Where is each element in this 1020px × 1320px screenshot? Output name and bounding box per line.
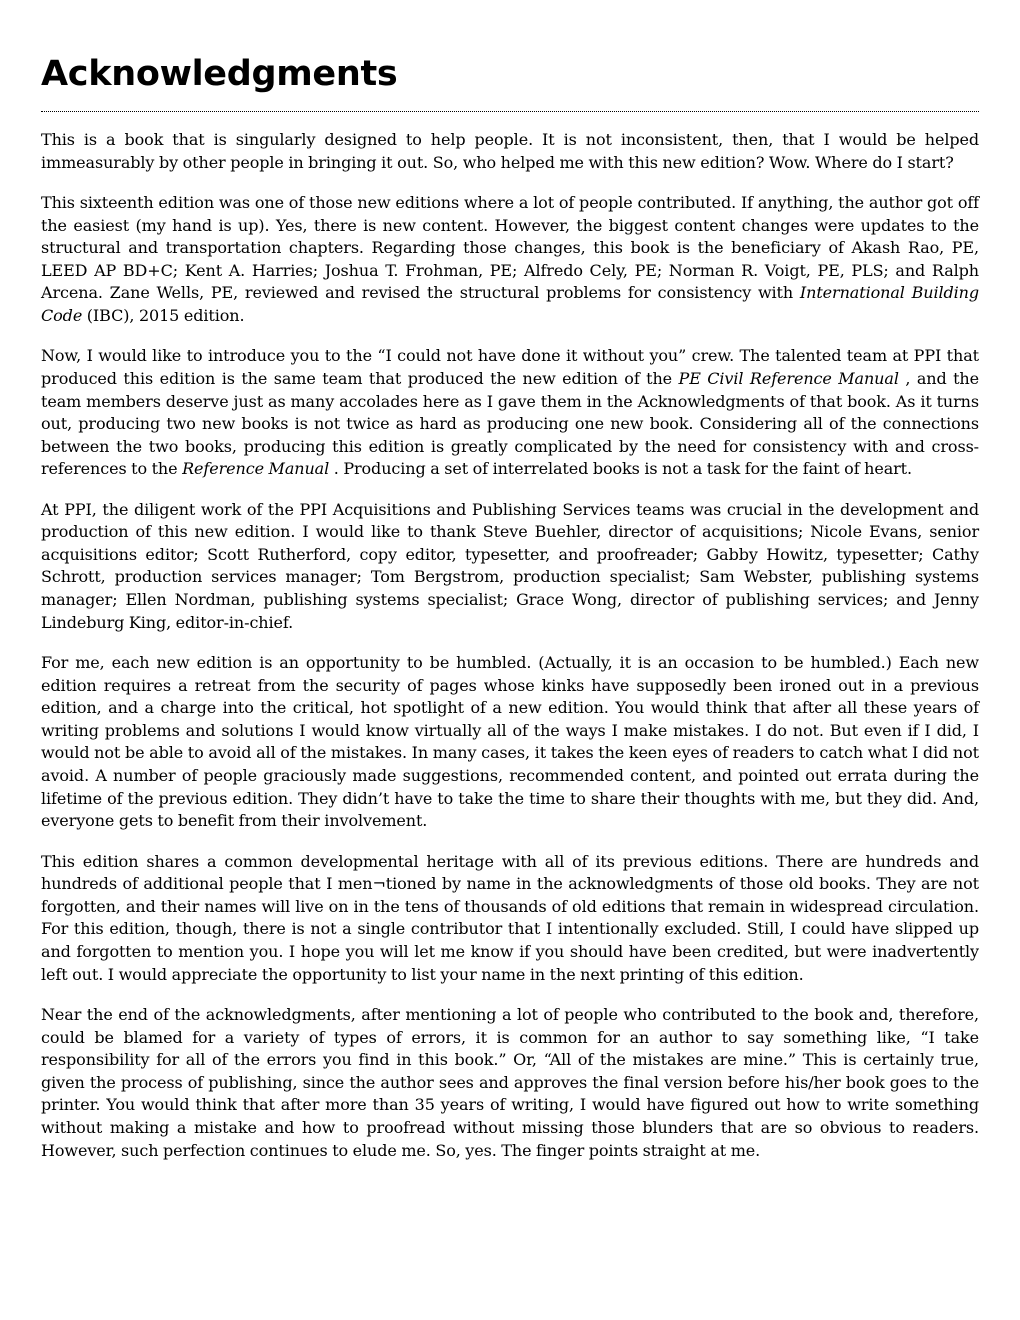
paragraph-text: (IBC), 2015 edition. [82,305,245,325]
paragraph-readers [41,652,979,833]
paragraph-responsibility [41,1004,979,1162]
paragraph-text: This is a book that is singularly designed to help people. It is not inconsistent, then, that I would be helped immeasurably by other people in bringing it out. So, who helped me with this new edition? Wow. Where do I start? [41,130,979,172]
page-title: Acknowledgments [41,54,398,94]
paragraph-intro [41,129,979,174]
paragraph-text: This sixteenth edition was one of those new editions where a lot of people contributed. If anything, the author got off the easiest (my hand is up). Yes, there is new content. However, the biggest content changes were updates to the structural and transportation chapters. Regarding those changes, this book is the beneficiary of Akash Rao, PE, LEED AP BD+C; Kent A. Harries; Joshua T. Frohman, PE; Alfredo Cely, PE; Norman R. Voigt, PE, PLS; and Ralph Arcena. Zane Wells, PE, reviewed and revised the structural problems for consistency with [41,192,979,303]
book-title-reference-manual-short: Reference Manual [182,459,330,479]
paragraph-heritage [41,851,979,987]
paragraph-text: Near the end of the acknowledgments, after mentioning a lot of people who contributed to the book and, therefore, could be blamed for a variety of types of errors, it is common for an author to say something like, “I take responsibility for all of the errors you find in this book.” Or, “All of the mistakes are mine.” This is certainly true, given the process of publishing, since the author sees and approves the final version before his/her book goes to the printer. You would think that after more than 35 years of writing, I would have figured out how to write something without making a mistake and how to proofread without missing those blunders that are so obvious to readers. However, such perfection continues to elude me. So, yes. The finger points straight at me. [41,1004,979,1160]
book-title-ibc: International Building Code [41,283,979,325]
paragraph-text: At PPI, the diligent work of the PPI Acquisitions and Publishing Services teams was crucial in the development and production of this new edition. I would like to thank Steve Buehler, director of acquisitions; Nicole Evans, senior acquisitions editor; Scott Rutherford, copy editor, typesetter, and proofreader; Gabby Howitz, typesetter; Cathy Schrott, production services manager; Tom Bergstrom, production specialist; Sam Webster, publishing systems manager; Ellen Nordman, publishing systems specialist; Grace Wong, director of publishing services; and Jenny Lindeburg King, editor-in-chief. [41,499,979,632]
book-title-reference-manual: PE Civil Reference Manual [678,368,899,388]
paragraph-text: Now, I would like to introduce you to the “I could not have done it without you” crew. The talented team at PPI that produced this edition is the same team that produced the new edition of the [41,346,979,388]
paragraph-text: For me, each new edition is an opportunity to be humbled. (Actually, it is an occasion to be humbled.) Each new edition requires a retreat from the security of pages whose kinks have supposedly been ironed out in a previous edition, and a charge into the critical, hot spotlight of a new edition. You would think that after all these years of writing problems and solutions I would know virtually all of the ways I make mistakes. I do not. But even if I did, I would not be able to avoid all of the mistakes. In many cases, it takes the keen eyes of readers to catch what I did not avoid. A number of people graciously made suggestions, recommended content, and pointed out errata during the lifetime of the previous edition. They didn’t have to take the time to share their thoughts with me, but they did. And, everyone gets to benefit from their involvement. [41,653,979,831]
paragraph-text: . Producing a set of interrelated books is not a task for the faint of heart. [329,459,912,479]
paragraph-contributors [41,192,979,328]
paragraph-text: This edition shares a common developmental heritage with all of its previous editions. There are hundreds and hundreds of additional people that I men¬tioned by name in the acknowledgments of those old books. They are not forgotten, and their names will live on in the tens of thousands of old editions that remain in widespread circulation. For this edition, though, there is not a single contributor that I intentionally excluded. Still, I could have slipped up and forgotten to mention you. I hope you will let me know if you should have been credited, but were inadvertently left out. I would appreciate the opportunity to list your name in the next printing of this edition. [41,851,979,984]
dotted-divider [41,111,979,112]
paragraph-crew [41,345,979,481]
page [41,52,979,1180]
paragraph-text: , and the team members deserve just as many accolades here as I gave them in the Acknowledgments of that book. As it turns out, producing two new books is not twice as hard as producing one new book. Considering all of the connections between the two books, producing this edition is greatly complicated by the need for consistency with and cross-references to the [41,368,979,479]
paragraph-ppi-staff [41,499,979,635]
